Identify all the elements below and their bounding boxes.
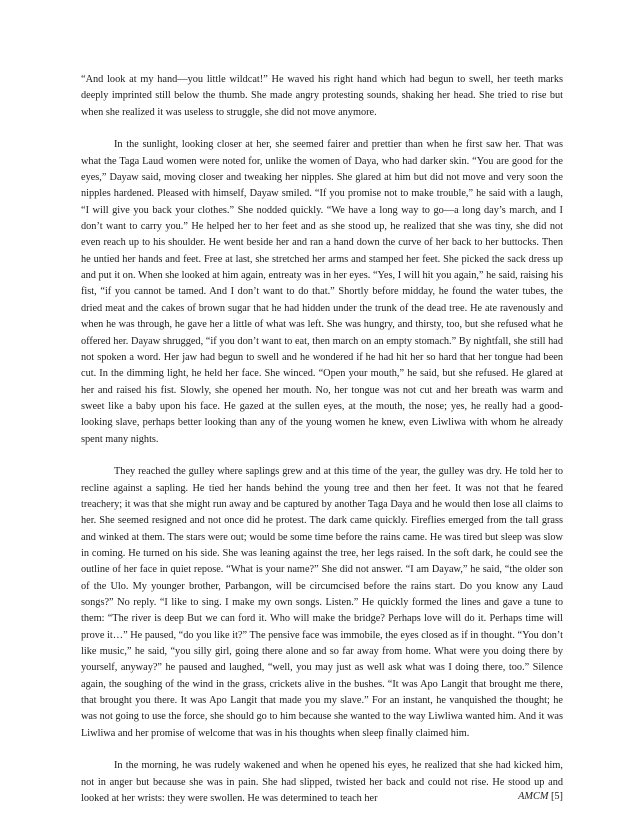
page-number: [5] (550, 791, 563, 802)
page-footer (81, 790, 563, 804)
paragraph: They reached the gulley where saplings grew and at this time of the year, the gulley was dry. He told her to recline against a sapling. He tied her hands behind the young tree and then her feet. It was not that he feared treachery; it was that she might run away and be captured by another Taga Daya and he would then lose all claims to her. She seemed resigned and not once did he protest. The dark came quickly. Fireflies emerged from the tall grass and winked at them. The stars were out; would be some time before the rains came. He was tired but sleep was slow in coming. He turned on his side. She was leaning against the tree, her legs raised. In the soft dark, he could see the outline of her face in quiet repose. “What is your name?” She did not answer. “I am Dayaw,” he said, “the older son of the Ulo. My younger brother, Parbangon, will be circumcised before the rains start. Do you know any Laud songs?” No reply. “I like to sing. I make my own songs. Listen.” He quickly formed the lines and gave a tune to them: “The river is deep But we can ford it. Who will make the bridge? Perhaps love will do it. Perhaps time will prove it…” He paused, “do you like it?” The pensive face was immobile, the eyes closed as if in thought. “You don’t like music,” he said, “you silly girl, going there alone and so far away from home. What were you doing there by yourself, anyway?” he paused and laughed, “well, you may just as well ask what was I doing there, too.” Silence again, the soughing of the wind in the grass, crickets alive in the bushes. “It was Apo Langit that brought me there, that brought you there. It was Apo Langit that made you my slave.” For an instant, he vanquished the thought; he was not going to use the force, she should go to him because she wanted to the way Liwliwa wanted him. And it was Liwliwa and her promise of welcome that was in his thoughts when sleep finally claimed him. (81, 466, 563, 739)
paragraph: In the morning, he was rudely wakened and when he opened his eyes, he realized that she had kicked him, not in anger but because she was in pain. She had slipped, twisted her back and could not rise. He stood up and looked at her wrists: they were swollen. He was determined to teach her (81, 760, 563, 805)
paragraph: “And look at my hand—you little wildcat!” He waved his right hand which had begun to swell, her teeth marks deeply imprinted still below the thumb. She made angry protesting sounds, shaking her head. She tried to rise but when she realized it was useless to struggle, she did not move anymore. (81, 74, 563, 118)
paragraph: In the sunlight, looking closer at her, she seemed fairer and prettier than when he first saw her. That was what the Taga Laud women were noted for, unlike the women of Daya, who had darker skin. “You are good for the eyes,” Dayaw said, moving closer and tweaking her nipples. She glared at him but did not move and very soon the nipples hardened. Pleased with himself, Dayaw smiled. “If you promise not to make trouble,” he said with a laugh, “I will give you back your clothes.” She nodded quickly. “We have a long way to go—a long day’s march, and I don’t want to carry you.” He helped her to her feet and as she stood up, he realized that she was tiny, she did not even reach up to his shoulder. He went beside her and ran a hand down the curve of her back to her buttocks. Then he untied her hands and feet. Free at last, she stretched her arms and stamped her feet. She picked the sack dress up and put it on. When she looked at him again, entreaty was in her eyes. “Yes, I will hit you again,” he said, raising his fist, “if you cannot be tamed. And I don’t want to do that.” Shortly before midday, he found the water tubes, the dried meat and the cakes of brown sugar that he had hidden under the trunk of the dead tree. He ate ravenously and when he was through, he gave her a little of what was left. She was hungry, and thirsty, too, but she refused what he offered her. Dayaw shrugged, “if you don’t want to eat, then march on an empty stomach.” By nightfall, she still had not spoken a word. Her jaw had begun to swell and he wondered if he had hit her so hard that her tongue had been cut. In the dimming light, he held her face. She winced. “Open your mouth,” he said, but she refused. He glared at her and raised his fist. Slowly, she opened her mouth. No, her tongue was not cut and her breath was warm and sweet like a baby upon his face. He gazed at the sullen eyes, at the mouth, the nose; yes, he really had a good-looking slave, perhaps better looking than any of the young women he knew, even Liwliwa with whom he already spent many nights. (81, 139, 563, 445)
body-text (81, 72, 563, 824)
footer-label: AMCM (518, 791, 549, 802)
